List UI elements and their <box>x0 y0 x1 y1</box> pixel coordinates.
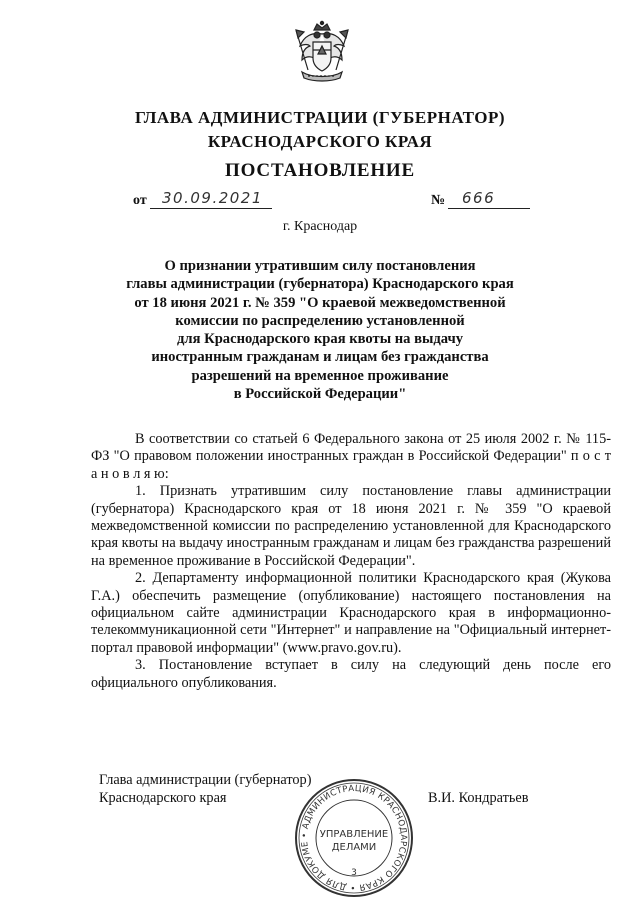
document-body <box>91 431 611 692</box>
city: г. Краснодар <box>282 219 358 234</box>
stamp-center-line-1: УПРАВЛЕНИЕ <box>319 829 389 840</box>
preamble-paragraph <box>91 431 611 483</box>
item-1-paragraph: 1. Признать утратившим силу постановление главы администрации (губернатора) Краснодарского края от 18 июня 2021 г. № 359 "О краевой межведомственной комиссии по распределению установленной для Краснодарского края квоты на выдачу иностранным гражданам и лицам без гражданства разрешений на временное проживание в Российской Федерации". <box>91 483 611 569</box>
preamble-text: В соответствии со статьей 6 Федерального закона от 25 июля 2002 г. № 115-ФЗ "О правовом положении иностранных граждан в Российской Федерации" <box>91 431 611 465</box>
issuing-authority <box>0 106 640 154</box>
number-underline <box>448 207 530 209</box>
title-line: от 18 июня 2021 г. № 359 "О краевой межведомственной <box>134 294 506 311</box>
coat-of-arms-icon <box>288 20 356 86</box>
title-line: комиссии по распределению установленной <box>175 312 465 329</box>
position-line-2: Краснодарского края <box>99 789 227 806</box>
title-line: в Российской Федерации" <box>233 386 407 403</box>
document-title <box>0 257 640 403</box>
item-2-paragraph: 2. Департаменту информационной политики Краснодарского края (Жукова Г.А.) обеспечить размещение (опубликование) настоящего постановления на официальном сайте администрации Краснодарского края в информационно-телекоммуникационной сети "Интернет" и направление на "Официальный интернет-портал правовой информации" (www.pravo.gov.ru). <box>91 570 611 656</box>
authority-line-2: КРАСНОДАРСКОГО КРАЯ <box>207 132 433 151</box>
authority-line-1: ГЛАВА АДМИНИСТРАЦИИ (ГУБЕРНАТОР) <box>134 108 505 127</box>
title-line: разрешений на временное проживание <box>191 367 449 384</box>
signatory-name: В.И. Кондратьев <box>428 790 529 806</box>
number-label: № <box>431 193 446 208</box>
title-line: для Краснодарского края квоты на выдачу <box>177 331 463 348</box>
item-3-paragraph: 3. Постановление вступает в силу на следующий день после его официального опубликования. <box>91 657 611 691</box>
stamp-center-line-2: ДЕЛАМИ <box>331 842 377 853</box>
number-value: 666 <box>462 189 496 207</box>
document-type: ПОСТАНОВЛЕНИЕ <box>225 160 415 181</box>
date-underline <box>150 207 272 209</box>
stamp-seal <box>293 777 415 899</box>
date-value: 30.09.2021 <box>162 189 263 207</box>
coat-of-arms-emblem <box>288 20 356 86</box>
official-stamp <box>293 777 415 899</box>
decree-word: п о с т а н о в л я ю: <box>91 448 611 482</box>
title-line: главы администрации (губернатора) Краснодарского края <box>126 276 514 293</box>
title-line: иностранным гражданам и лицам без гражданства <box>151 349 489 366</box>
signatory-position <box>99 772 311 807</box>
date-label: от <box>133 193 147 208</box>
stamp-ring-text: • АДМИНИСТРАЦИЯ КРАСНОДАРСКОГО КРАЯ • ДЛЯ ДОКУМЕ <box>299 783 409 893</box>
title-line: О признании утратившим силу постановления <box>164 258 476 274</box>
position-line-1: Глава администрации (губернатор) <box>99 772 312 788</box>
stamp-number: 3 <box>351 868 357 878</box>
